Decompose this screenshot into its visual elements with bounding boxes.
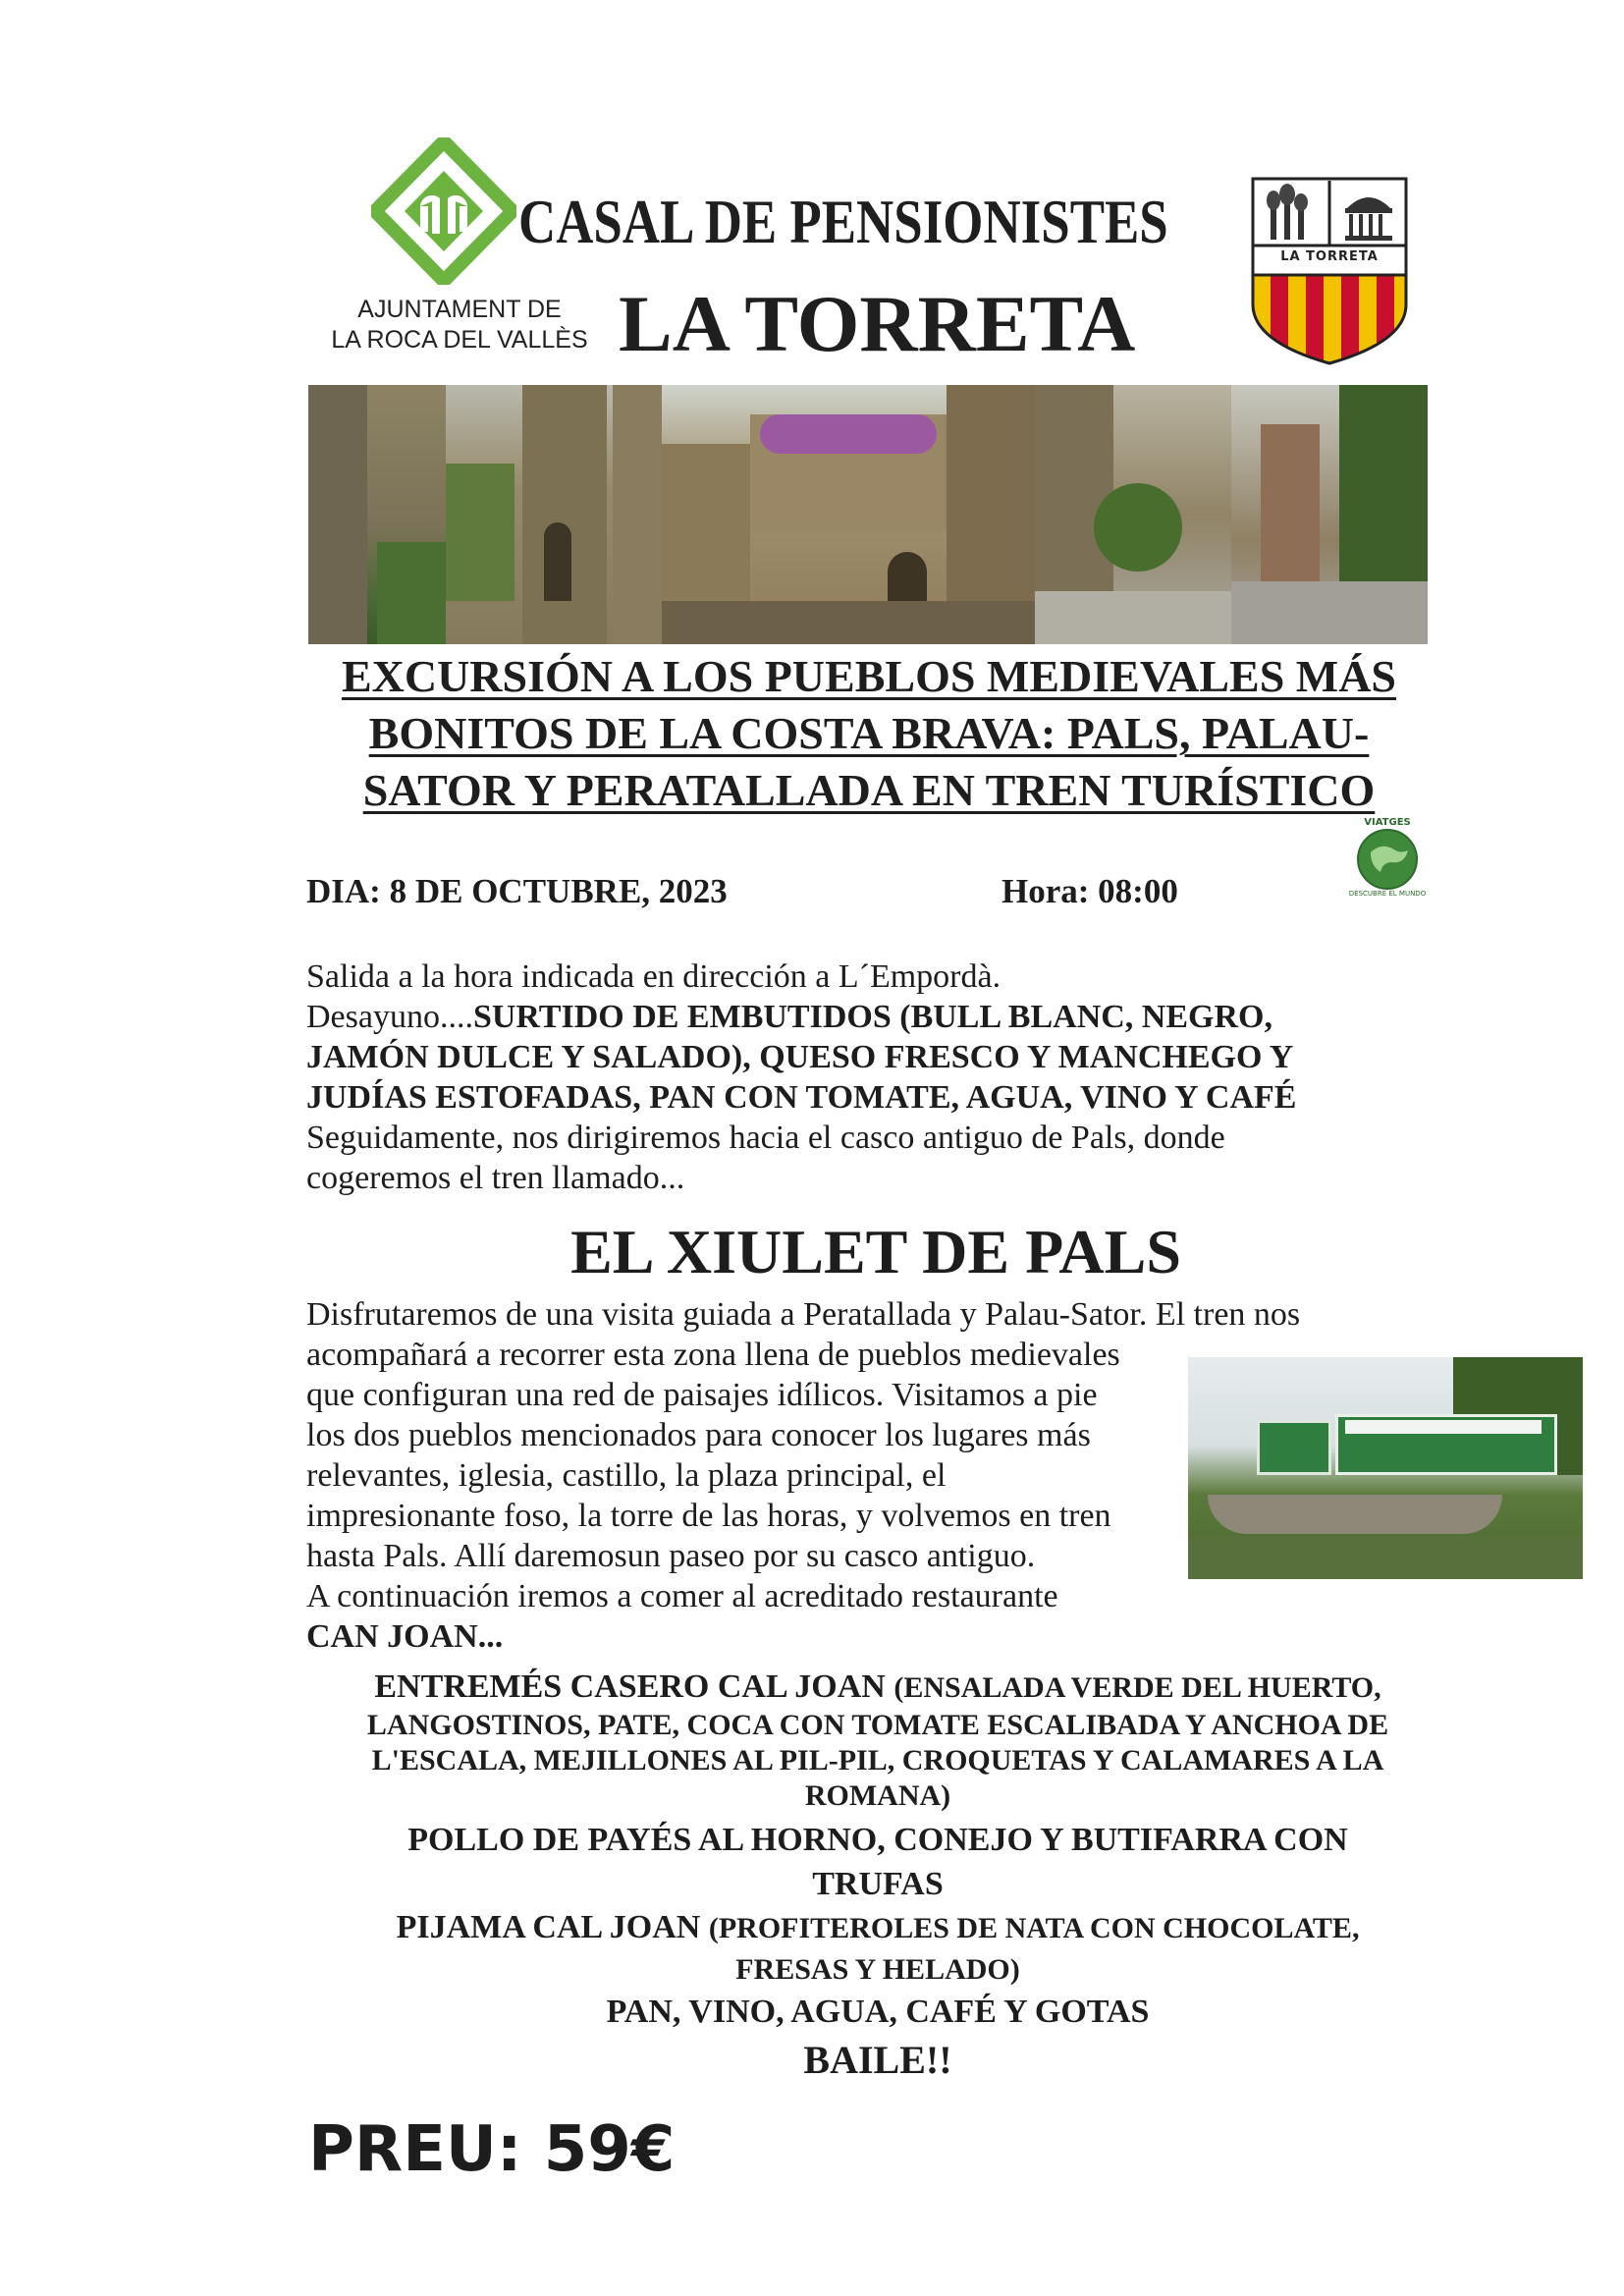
visit-line-5: relevantes, iglesia, castillo, la plaza principal, el (306, 1457, 947, 1494)
desayuno-menu-1: SURTIDO DE EMBUTIDOS (BULL BLANC, NEGRO, (472, 999, 1272, 1035)
torreta-shield (1249, 175, 1410, 367)
ajuntament-line-2: LA ROCA DEL VALLÈS (331, 326, 588, 354)
visit-line-4: los dos pueblos mencionados para conocer los lugares más (306, 1417, 1091, 1453)
tourist-train-photo (1188, 1357, 1583, 1579)
ajuntament-name (312, 295, 607, 355)
menu-line-4: ROMANA) (804, 1779, 951, 1812)
visit-line-3: que configuran una red de paisajes idílicos. Visitamos a pie (306, 1377, 1098, 1413)
lunch-menu (298, 1667, 1457, 2086)
seguida-line-1: Seguidamente, nos dirigiremos hacia el casco antiguo de Pals, donde (306, 1120, 1225, 1156)
casal-title: CASAL DE PENSIONISTES (518, 188, 1168, 256)
visit-line-2: acompañará a recorrer esta zona llena de pueblos medievales (306, 1337, 1120, 1373)
medieval-street-photo-4 (1035, 385, 1231, 644)
viatges-logo (1343, 815, 1432, 903)
heading-line-3: SATOR Y PERATALLADA EN TREN TURÍSTICO (362, 765, 1376, 815)
menu-line-3: L'ESCALA, MEJILLONES AL PIL-PIL, CROQUETAS Y CALAMARES A LA (371, 1744, 1384, 1777)
entremes-title: ENTREMÉS CASERO CAL JOAN (374, 1668, 894, 1705)
visit-line-7: hasta Pals. Allí daremosun paseo por su casco antiguo. (306, 1538, 1036, 1574)
menu-line-5: POLLO DE PAYÉS AL HORNO, CONEJO Y BUTIFARRA CON (407, 1822, 1348, 1858)
la-torreta-title: LA TORRETA (619, 279, 1136, 368)
menu-line-8: FRESAS Y HELADO) (735, 1953, 1020, 1986)
desayuno-line-1 (306, 997, 1465, 1037)
medieval-street-photo-5 (1231, 385, 1428, 644)
menu-line-2: LANGOSTINOS, PATE, COCA CON TOMATE ESCALIBADA Y ANCHOA DE (366, 1709, 1389, 1741)
heading-line-2: BONITOS DE LA COSTA BRAVA: PALS, PALAU- (368, 708, 1370, 758)
ajuntament-line-1: AJUNTAMENT DE (357, 296, 562, 323)
medieval-street-photo-3 (662, 385, 1035, 644)
intro-section (306, 957, 1465, 1198)
menu-line-6: TRUFAS (812, 1866, 944, 1902)
menu-line-10: BAILE!! (803, 2038, 952, 2082)
salida-line: Salida a la hora indicada en dirección a L´Empordà. (306, 958, 1001, 995)
medieval-street-photo-1 (308, 385, 446, 644)
visit-line-8: A continuación iremos a comer al acreditado restaurante (306, 1578, 1058, 1614)
viatges-logo-bottom: DESCUBRE EL MUNDO (1348, 890, 1427, 898)
excursion-heading (285, 648, 1453, 819)
visit-line-9: CAN JOAN... (306, 1618, 504, 1655)
visit-line-6: impresionante foso, la torre de las horas, y volvemos en tren (306, 1498, 1111, 1534)
trip-hour: Hora: 08:00 (1001, 872, 1178, 910)
desayuno-menu-2: JAMÓN DULCE Y SALADO), QUESO FRESCO Y MANCHEGO Y (306, 1039, 1294, 1075)
medieval-street-photo-2 (446, 385, 662, 644)
price: PREU: 59€ (308, 2113, 676, 2186)
entremes-detail: (ENSALADA VERDE DEL HUERTO, (893, 1671, 1381, 1704)
torreta-shield-icon (1249, 175, 1410, 367)
seguida-line-2: cogeremos el tren llamado... (306, 1160, 685, 1196)
desayuno-menu-3: JUDÍAS ESTOFADAS, PAN CON TOMATE, AGUA, VINO Y CAFÉ (306, 1079, 1297, 1116)
ajuntament-logo-icon (371, 137, 516, 285)
desayuno-prefix: Desayuno.... (306, 999, 473, 1035)
pijama-title: PIJAMA CAL JOAN (396, 1909, 709, 1945)
menu-line-7 (298, 1906, 1457, 1950)
pijama-detail: (PROFITEROLES DE NATA CON CHOCOLATE, (708, 1912, 1360, 1944)
train-title: EL XIULET DE PALS (570, 1217, 1181, 1286)
trip-date: DIA: 8 DE OCTUBRE, 2023 (306, 872, 728, 910)
heading-line-1: EXCURSIÓN A LOS PUEBLOS MEDIEVALES MÁS (341, 651, 1397, 701)
menu-line-9: PAN, VINO, AGUA, CAFÉ Y GOTAS (606, 1994, 1150, 2030)
menu-line-1 (298, 1667, 1457, 1708)
viatges-logo-top: VIATGES (1364, 817, 1411, 828)
shield-label: LA TORRETA (1280, 249, 1379, 264)
visit-line-1: Disfrutaremos de una visita guiada a Peratallada y Palau-Sator. El tren nos (306, 1296, 1301, 1333)
